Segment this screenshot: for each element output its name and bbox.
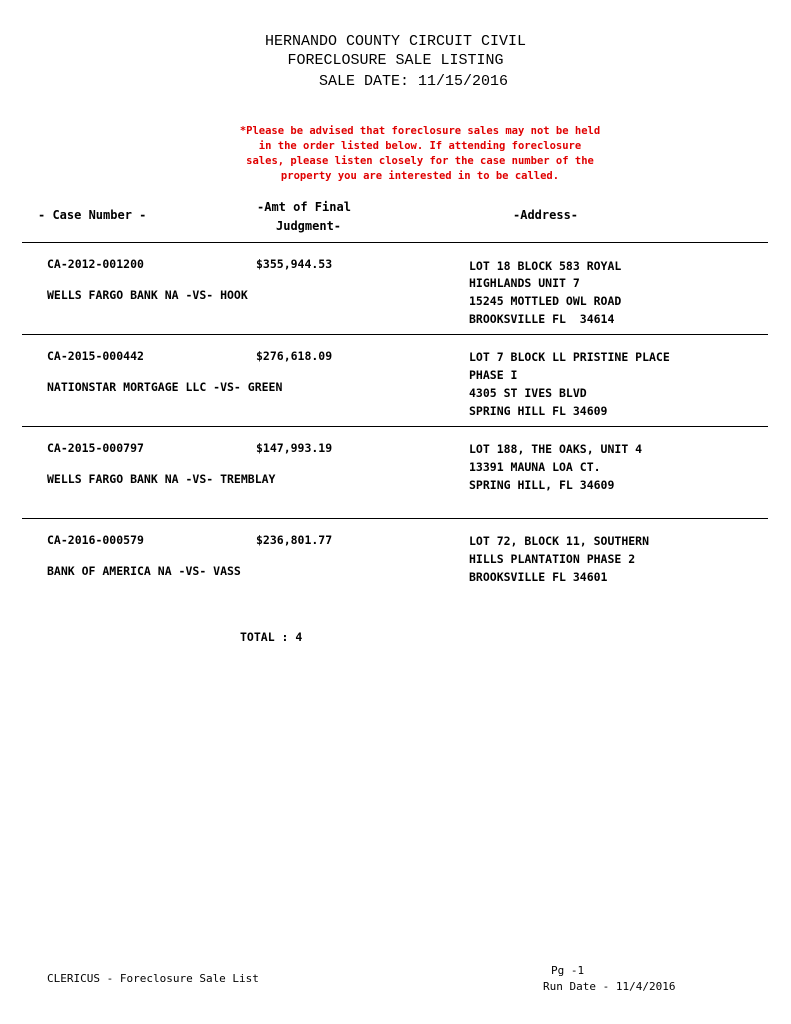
address-line: 15245 MOTTLED OWL ROAD <box>469 294 622 308</box>
address-line: SPRING HILL, FL 34609 <box>469 478 615 492</box>
address-line: SPRING HILL FL 34609 <box>469 404 608 418</box>
address-line: 4305 ST IVES BLVD <box>469 386 587 400</box>
address-line: LOT 72, BLOCK 11, SOUTHERN <box>469 534 650 548</box>
address-line: HIGHLANDS UNIT 7 <box>469 276 580 290</box>
column-header-amount-line2: Judgment- <box>276 219 342 233</box>
case-parties: WELLS FARGO BANK NA -VS- TREMBLAY <box>47 472 276 486</box>
address-line: LOT 188, THE OAKS, UNIT 4 <box>469 442 643 456</box>
column-header-amount-line1: -Amt of Final <box>257 200 351 214</box>
case-parties: BANK OF AMERICA NA -VS- VASS <box>47 564 241 578</box>
footer-page-number: Pg -1 <box>551 964 585 977</box>
address-line: PHASE I <box>469 368 518 382</box>
address-line: LOT 7 BLOCK LL PRISTINE PLACE <box>469 350 670 364</box>
address-line: LOT 18 BLOCK 583 ROYAL <box>469 259 622 273</box>
case-number: CA-2015-000442 <box>47 349 144 363</box>
case-number: CA-2012-001200 <box>47 257 144 271</box>
notice-line-3: sales, please listen closely for the case number of the <box>246 155 594 167</box>
column-header-case-number: - Case Number - <box>38 208 147 222</box>
case-number: CA-2015-000797 <box>47 441 144 455</box>
notice-line-4: property you are interested in to be called. <box>280 170 560 182</box>
footer-run-date: Run Date - 11/4/2016 <box>543 980 676 993</box>
footer-report-name: CLERICUS - Foreclosure Sale List <box>47 972 259 985</box>
case-number: CA-2016-000579 <box>47 533 144 547</box>
row-divider <box>22 426 768 427</box>
column-header-address: -Address- <box>513 208 579 222</box>
row-divider <box>22 334 768 335</box>
address-line: BROOKSVILLE FL 34601 <box>469 570 608 584</box>
judgment-amount: $236,801.77 <box>256 533 333 547</box>
notice-line-1: *Please be advised that foreclosure sales may not be held <box>239 125 601 137</box>
judgment-amount: $276,618.09 <box>256 349 333 363</box>
case-parties: NATIONSTAR MORTGAGE LLC -VS- GREEN <box>47 380 283 394</box>
report-sale-date: SALE DATE: 11/15/2016 <box>318 73 509 90</box>
header-divider <box>22 242 768 243</box>
address-line: HILLS PLANTATION PHASE 2 <box>469 552 636 566</box>
total-count: TOTAL : 4 <box>240 630 303 644</box>
report-title-county: HERNANDO COUNTY CIRCUIT CIVIL <box>264 33 527 50</box>
address-line: BROOKSVILLE FL 34614 <box>469 312 615 326</box>
notice-line-2: in the order listed below. If attending foreclosure <box>258 140 582 152</box>
report-title-listing: FORECLOSURE SALE LISTING <box>287 52 504 69</box>
address-line: 13391 MAUNA LOA CT. <box>469 460 601 474</box>
case-parties: WELLS FARGO BANK NA -VS- HOOK <box>47 288 248 302</box>
judgment-amount: $355,944.53 <box>256 257 333 271</box>
judgment-amount: $147,993.19 <box>256 441 333 455</box>
row-divider <box>22 518 768 519</box>
